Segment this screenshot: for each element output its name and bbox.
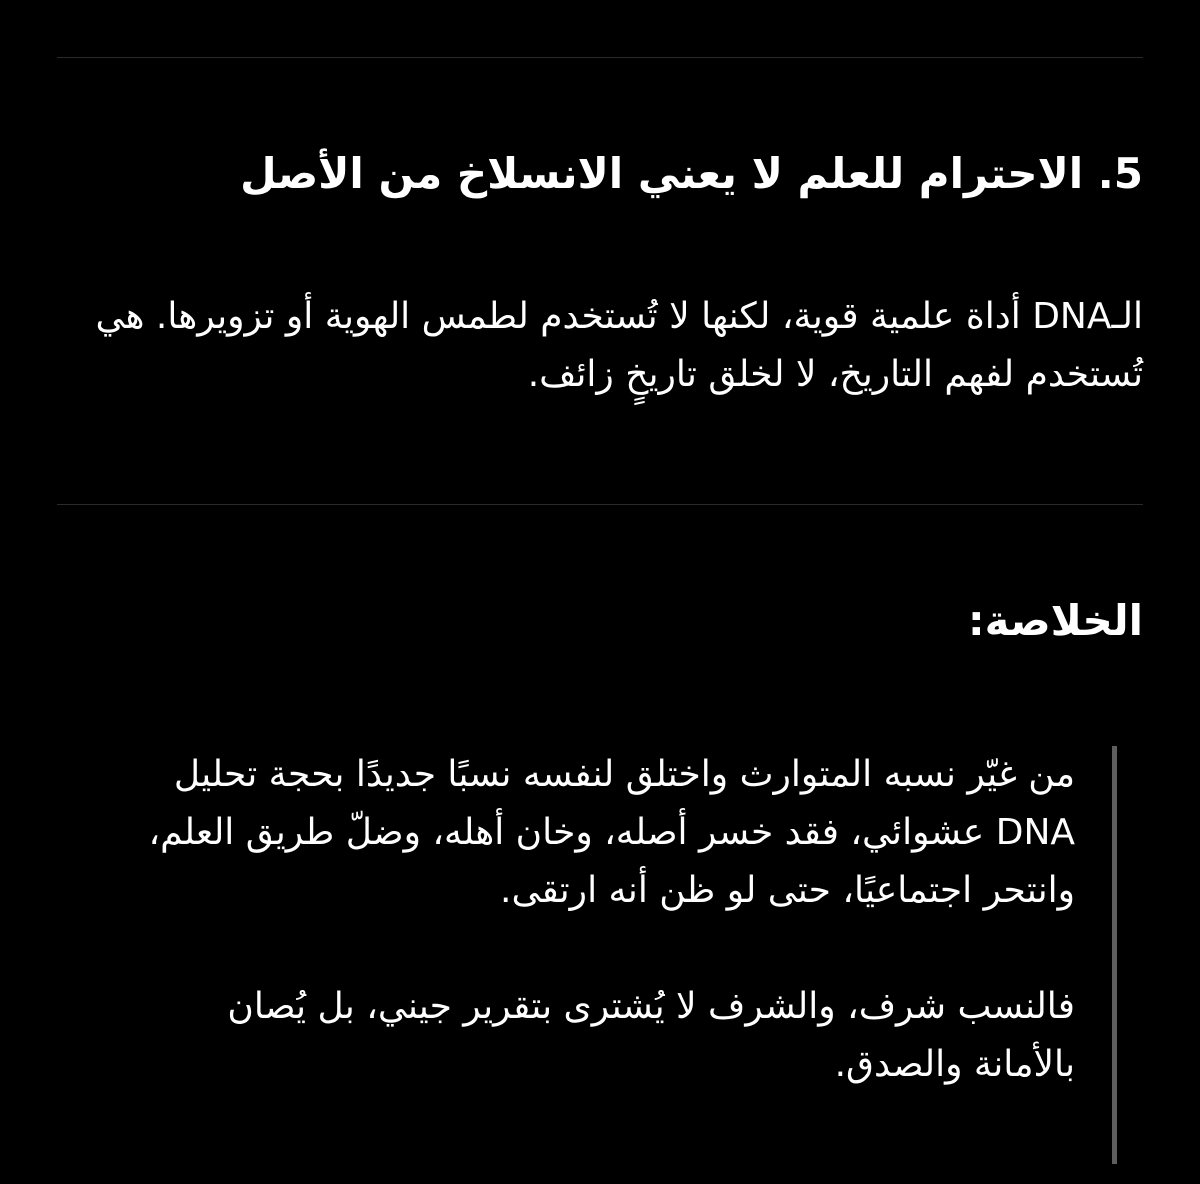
dna-paragraph: الـDNA أداة علمية قوية، لكنها لا تُستخدم لطمس الهوية أو تزويرها. هي تُستخدم لفهم التاريخ، لا لخلق تاريخٍ زائف. (95, 296, 1143, 395)
summary-blockquote (130, 746, 1117, 1164)
quote-paragraph-1: من غيّر نسبه المتوارث واختلق لنفسه نسبًا جديدًا بحجة تحليل DNA عشوائي، فقد خسر أصله، وخان أهله، وضلّ طريق العلم، وانتحر اجتماعيًا، حتى لو ظن أنه ارتقى. (148, 754, 1075, 911)
divider-middle (57, 504, 1143, 505)
divider-top (57, 57, 1143, 58)
section-heading: 5. الاحترام للعلم لا يعني الانسلاخ من الأصل (240, 149, 1143, 198)
summary-heading: الخلاصة: (967, 596, 1143, 645)
quote-paragraph-2: فالنسب شرف، والشرف لا يُشترى بتقرير جيني، بل يُصان بالأمانة والصدق. (227, 986, 1075, 1085)
